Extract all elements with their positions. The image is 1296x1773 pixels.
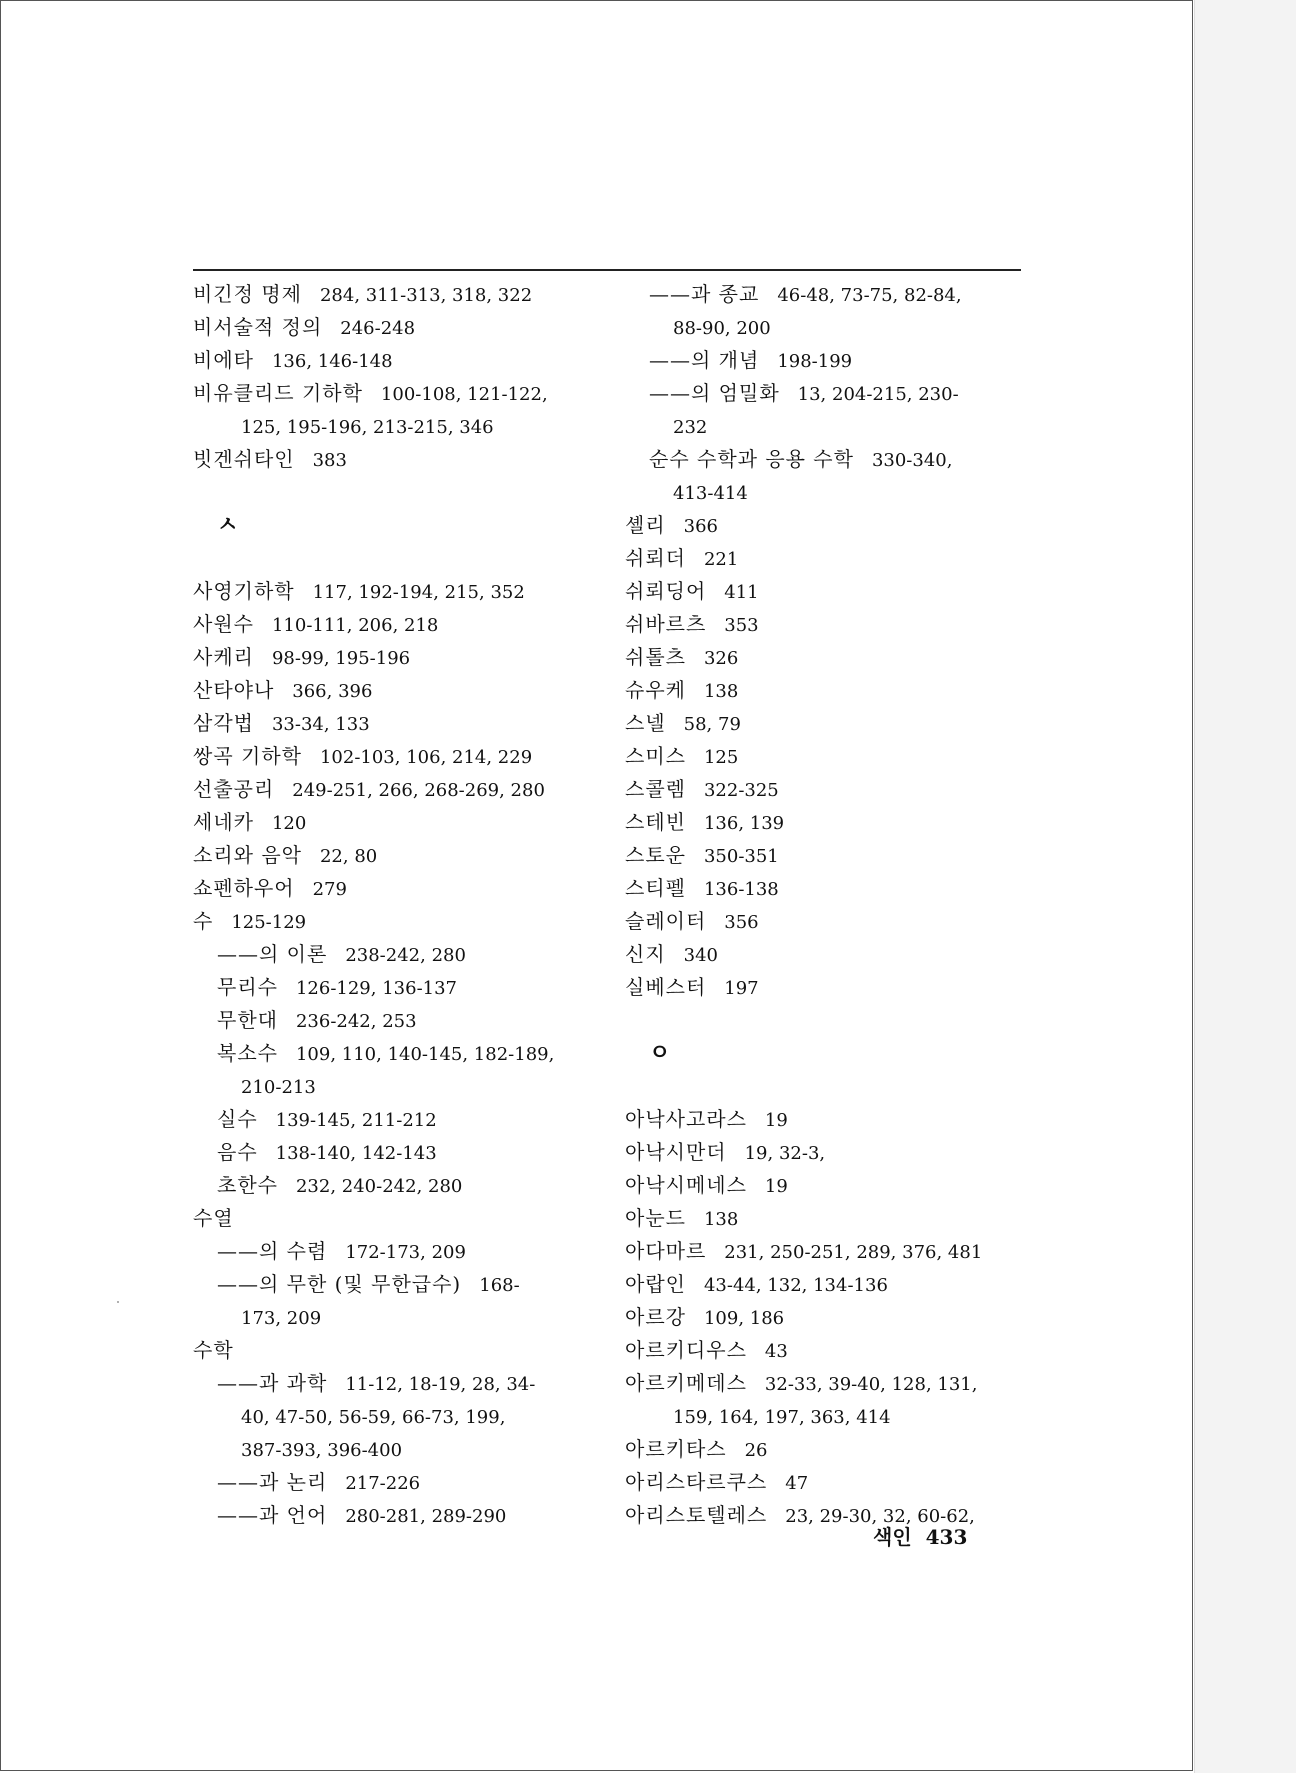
index-term: 사영기하학 bbox=[193, 579, 295, 603]
index-term: 쌍곡 기하학 bbox=[193, 744, 302, 768]
index-term: 아르키타스 bbox=[625, 1437, 727, 1461]
index-entry bbox=[193, 608, 593, 641]
index-pages: 125-129 bbox=[231, 912, 307, 933]
index-pages: 159, 164, 197, 363, 414 bbox=[673, 1407, 891, 1428]
index-entry bbox=[625, 971, 1025, 1004]
index-pages: 26 bbox=[744, 1440, 768, 1461]
index-term: 스넬 bbox=[625, 711, 666, 735]
header-rule bbox=[193, 269, 1021, 271]
index-entry bbox=[193, 1103, 593, 1136]
index-entry bbox=[193, 839, 593, 872]
index-term: 셸리 bbox=[625, 513, 666, 537]
index-term: 쉬바르츠 bbox=[625, 612, 707, 636]
index-entry bbox=[193, 575, 593, 608]
index-term: 실수 bbox=[217, 1107, 258, 1131]
index-term: 선출공리 bbox=[193, 777, 275, 801]
index-term: 세네카 bbox=[193, 810, 254, 834]
index-entry bbox=[193, 1499, 593, 1532]
index-continuation bbox=[193, 1433, 593, 1466]
index-pages: 249-251, 266, 268-269, 280 bbox=[292, 780, 545, 801]
index-entry bbox=[193, 641, 593, 674]
index-entry bbox=[193, 905, 593, 938]
index-term: 아랍인 bbox=[625, 1272, 686, 1296]
index-term: 아낙시메네스 bbox=[625, 1173, 747, 1197]
index-entry bbox=[625, 641, 1025, 674]
index-term: 쇼펜하우어 bbox=[193, 876, 295, 900]
index-entry bbox=[625, 509, 1025, 542]
index-pages: 383 bbox=[312, 450, 347, 471]
index-pages: 33-34, 133 bbox=[271, 714, 370, 735]
index-term: 실베스터 bbox=[625, 975, 707, 999]
index-pages: 102-103, 106, 214, 229 bbox=[319, 747, 533, 768]
index-pages: 210-213 bbox=[241, 1077, 316, 1098]
scan-speck bbox=[117, 1301, 119, 1303]
index-pages: 353 bbox=[724, 615, 759, 636]
index-entry bbox=[193, 377, 593, 410]
index-term: 무리수 bbox=[217, 975, 278, 999]
index-entry bbox=[193, 872, 593, 905]
index-pages: 366, 396 bbox=[292, 681, 373, 702]
index-entry bbox=[193, 1235, 593, 1268]
index-pages: 136-138 bbox=[703, 879, 779, 900]
index-continuation bbox=[625, 1400, 1025, 1433]
section-spacer bbox=[193, 542, 593, 575]
index-pages: 19 bbox=[764, 1176, 788, 1197]
index-pages: 168- bbox=[479, 1275, 520, 1296]
index-term: 슬레이터 bbox=[625, 909, 707, 933]
index-entry bbox=[625, 377, 1025, 410]
index-term: 쉬뢰더 bbox=[625, 546, 686, 570]
index-pages: 322-325 bbox=[703, 780, 779, 801]
index-entry bbox=[625, 1367, 1025, 1400]
index-term: 아르키디우스 bbox=[625, 1338, 747, 1362]
footer-label: 색인 bbox=[873, 1525, 912, 1549]
index-term: 빗겐쉬타인 bbox=[193, 447, 295, 471]
index-continuation bbox=[625, 311, 1025, 344]
index-entry bbox=[625, 542, 1025, 575]
index-pages: 125 bbox=[703, 747, 739, 768]
index-pages: 284, 311-313, 318, 322 bbox=[319, 285, 533, 306]
index-term: ——의 이론 bbox=[217, 942, 328, 966]
index-term: 사원수 bbox=[193, 612, 254, 636]
index-term: 스테빈 bbox=[625, 810, 686, 834]
index-term: 아낙시만더 bbox=[625, 1140, 727, 1164]
index-entry bbox=[193, 1136, 593, 1169]
index-entry bbox=[625, 443, 1025, 476]
index-term: ——의 무한 (및 무한급수) bbox=[217, 1272, 462, 1296]
index-entry bbox=[625, 1466, 1025, 1499]
index-term: 순수 수학과 응용 수학 bbox=[649, 447, 854, 471]
index-entry bbox=[625, 1433, 1025, 1466]
index-entry bbox=[625, 278, 1025, 311]
index-pages: 246-248 bbox=[340, 318, 416, 339]
index-term: 초한수 bbox=[217, 1173, 278, 1197]
index-pages: 356 bbox=[724, 912, 759, 933]
index-entry bbox=[193, 1004, 593, 1037]
index-entry bbox=[625, 608, 1025, 641]
index-entry bbox=[193, 674, 593, 707]
section-letter: ㅅ bbox=[217, 512, 239, 538]
index-entry bbox=[625, 1268, 1025, 1301]
index-term: ——과 과학 bbox=[217, 1371, 328, 1395]
index-entry bbox=[625, 1169, 1025, 1202]
index-pages: 232 bbox=[673, 417, 708, 438]
index-entry bbox=[193, 707, 593, 740]
index-pages: 217-226 bbox=[345, 1473, 421, 1494]
index-pages: 88-90, 200 bbox=[673, 318, 771, 339]
index-pages: 109, 110, 140-145, 182-189, bbox=[295, 1044, 555, 1065]
index-entry bbox=[625, 1301, 1025, 1334]
index-pages: 236-242, 253 bbox=[295, 1011, 417, 1032]
index-pages: 238-242, 280 bbox=[345, 945, 466, 966]
index-term: 쉬톨츠 bbox=[625, 645, 686, 669]
index-pages: 350-351 bbox=[703, 846, 779, 867]
index-term: 신지 bbox=[625, 942, 666, 966]
index-pages: 326 bbox=[703, 648, 739, 669]
index-pages: 198-199 bbox=[777, 351, 853, 372]
index-pages: 110-111, 206, 218 bbox=[271, 615, 439, 636]
index-pages: 32-33, 39-40, 128, 131, bbox=[764, 1374, 978, 1395]
index-entry bbox=[625, 740, 1025, 773]
index-term: 아르강 bbox=[625, 1305, 686, 1329]
index-pages: 13, 204-215, 230- bbox=[797, 384, 959, 405]
index-term: 아다마르 bbox=[625, 1239, 707, 1263]
page-number: 433 bbox=[925, 1525, 968, 1549]
index-pages: 19 bbox=[764, 1110, 788, 1131]
index-entry bbox=[625, 905, 1025, 938]
index-term: 스콜렘 bbox=[625, 777, 686, 801]
index-entry bbox=[625, 674, 1025, 707]
index-entry bbox=[625, 806, 1025, 839]
section-spacer bbox=[193, 476, 593, 509]
index-pages: 173, 209 bbox=[241, 1308, 322, 1329]
section-letter: ㅇ bbox=[649, 1040, 671, 1066]
index-continuation bbox=[625, 476, 1025, 509]
index-term: 수학 bbox=[193, 1338, 234, 1362]
index-term: ——의 개념 bbox=[649, 348, 760, 372]
index-pages: 98-99, 195-196 bbox=[271, 648, 411, 669]
index-pages: 117, 192-194, 215, 352 bbox=[312, 582, 525, 603]
index-entry bbox=[193, 773, 593, 806]
index-term: 비서술적 정의 bbox=[193, 315, 323, 339]
index-term: 수열 bbox=[193, 1206, 234, 1230]
index-pages: 43 bbox=[764, 1341, 788, 1362]
index-pages: 232, 240-242, 280 bbox=[295, 1176, 463, 1197]
index-entry bbox=[193, 1169, 593, 1202]
index-entry bbox=[625, 575, 1025, 608]
index-entry bbox=[193, 1367, 593, 1400]
index-term: 무한대 bbox=[217, 1008, 278, 1032]
index-entry bbox=[625, 344, 1025, 377]
index-continuation bbox=[193, 410, 593, 443]
index-term: 아리스타르쿠스 bbox=[625, 1470, 768, 1494]
index-term: 아낙사고라스 bbox=[625, 1107, 747, 1131]
index-pages: 231, 250-251, 289, 376, 481 bbox=[724, 1242, 983, 1263]
index-pages: 279 bbox=[312, 879, 347, 900]
index-continuation bbox=[193, 1400, 593, 1433]
index-pages: 172-173, 209 bbox=[345, 1242, 466, 1263]
index-pages: 126-129, 136-137 bbox=[295, 978, 458, 999]
index-entry bbox=[625, 1202, 1025, 1235]
index-pages: 58, 79 bbox=[683, 714, 741, 735]
section-spacer bbox=[625, 1004, 1025, 1037]
section-heading bbox=[193, 509, 593, 542]
index-term: 비긴정 명제 bbox=[193, 282, 302, 306]
index-term: 수 bbox=[193, 909, 214, 933]
index-pages: 47 bbox=[785, 1473, 809, 1494]
index-pages: 221 bbox=[703, 549, 739, 570]
index-term: 사케리 bbox=[193, 645, 254, 669]
index-entry bbox=[625, 872, 1025, 905]
index-entry bbox=[193, 1334, 593, 1367]
index-term: ——과 언어 bbox=[217, 1503, 328, 1527]
index-term: 슈우케 bbox=[625, 678, 686, 702]
index-continuation bbox=[193, 1301, 593, 1334]
index-pages: 120 bbox=[271, 813, 307, 834]
index-entry bbox=[193, 1268, 593, 1301]
index-entry bbox=[625, 1334, 1025, 1367]
index-entry bbox=[625, 1103, 1025, 1136]
index-entry bbox=[625, 1235, 1025, 1268]
index-pages: 43-44, 132, 134-136 bbox=[703, 1275, 888, 1296]
index-term: ——의 수렴 bbox=[217, 1239, 328, 1263]
viewer-background bbox=[1194, 0, 1296, 1773]
index-entry bbox=[193, 740, 593, 773]
index-term: 스미스 bbox=[625, 744, 686, 768]
index-continuation bbox=[193, 1070, 593, 1103]
index-entry bbox=[625, 1136, 1025, 1169]
index-term: ——과 논리 bbox=[217, 1470, 328, 1494]
index-pages: 340 bbox=[683, 945, 718, 966]
index-term: 아눈드 bbox=[625, 1206, 686, 1230]
index-pages: 100-108, 121-122, bbox=[380, 384, 548, 405]
index-entry bbox=[193, 938, 593, 971]
index-entry bbox=[193, 971, 593, 1004]
index-column-left bbox=[193, 278, 593, 1532]
index-pages: 411 bbox=[724, 582, 759, 603]
index-pages: 136, 146-148 bbox=[271, 351, 393, 372]
index-pages: 138 bbox=[703, 1209, 739, 1230]
index-pages: 109, 186 bbox=[703, 1308, 785, 1329]
index-pages: 413-414 bbox=[673, 483, 748, 504]
index-pages: 138 bbox=[703, 681, 739, 702]
index-term: ——과 종교 bbox=[649, 282, 760, 306]
section-spacer bbox=[625, 1070, 1025, 1103]
index-entry bbox=[193, 1037, 593, 1070]
index-term: 비유클리드 기하학 bbox=[193, 381, 363, 405]
index-pages: 23, 29-30, 32, 60-62, bbox=[785, 1506, 975, 1527]
index-column-right bbox=[625, 278, 1025, 1532]
index-term: 쉬뢰딩어 bbox=[625, 579, 707, 603]
index-entry bbox=[193, 1466, 593, 1499]
index-term: 소리와 음악 bbox=[193, 843, 302, 867]
index-term: 음수 bbox=[217, 1140, 258, 1164]
index-pages: 125, 195-196, 213-215, 346 bbox=[241, 417, 494, 438]
index-entry bbox=[625, 773, 1025, 806]
index-entry bbox=[193, 344, 593, 377]
index-entry bbox=[193, 806, 593, 839]
index-entry bbox=[193, 278, 593, 311]
index-term: 아르키메데스 bbox=[625, 1371, 747, 1395]
index-term: 아리스토텔레스 bbox=[625, 1503, 768, 1527]
index-pages: 280-281, 289-290 bbox=[345, 1506, 507, 1527]
index-pages: 366 bbox=[683, 516, 718, 537]
index-term: 산타야나 bbox=[193, 678, 275, 702]
index-pages: 136, 139 bbox=[703, 813, 785, 834]
index-term: 스티펠 bbox=[625, 876, 686, 900]
index-entry bbox=[625, 938, 1025, 971]
section-heading bbox=[625, 1037, 1025, 1070]
index-term: 비에타 bbox=[193, 348, 254, 372]
index-entry bbox=[625, 839, 1025, 872]
index-entry bbox=[193, 1202, 593, 1235]
index-term: ——의 엄밀화 bbox=[649, 381, 780, 405]
index-pages: 197 bbox=[724, 978, 759, 999]
index-entry bbox=[193, 311, 593, 344]
index-term: 삼각법 bbox=[193, 711, 254, 735]
index-term: 스토운 bbox=[625, 843, 686, 867]
index-pages: 11-12, 18-19, 28, 34- bbox=[345, 1374, 536, 1395]
index-pages: 330-340, bbox=[871, 450, 953, 471]
page-footer bbox=[873, 1521, 967, 1550]
index-pages: 46-48, 73-75, 82-84, bbox=[777, 285, 962, 306]
index-entry bbox=[193, 443, 593, 476]
index-continuation bbox=[625, 410, 1025, 443]
index-pages: 387-393, 396-400 bbox=[241, 1440, 403, 1461]
index-pages: 139-145, 211-212 bbox=[275, 1110, 437, 1131]
index-pages: 19, 32-3, bbox=[744, 1143, 826, 1164]
index-pages: 22, 80 bbox=[319, 846, 378, 867]
index-term: 복소수 bbox=[217, 1041, 278, 1065]
index-entry bbox=[625, 707, 1025, 740]
index-pages: 40, 47-50, 56-59, 66-73, 199, bbox=[241, 1407, 506, 1428]
index-pages: 138-140, 142-143 bbox=[275, 1143, 437, 1164]
